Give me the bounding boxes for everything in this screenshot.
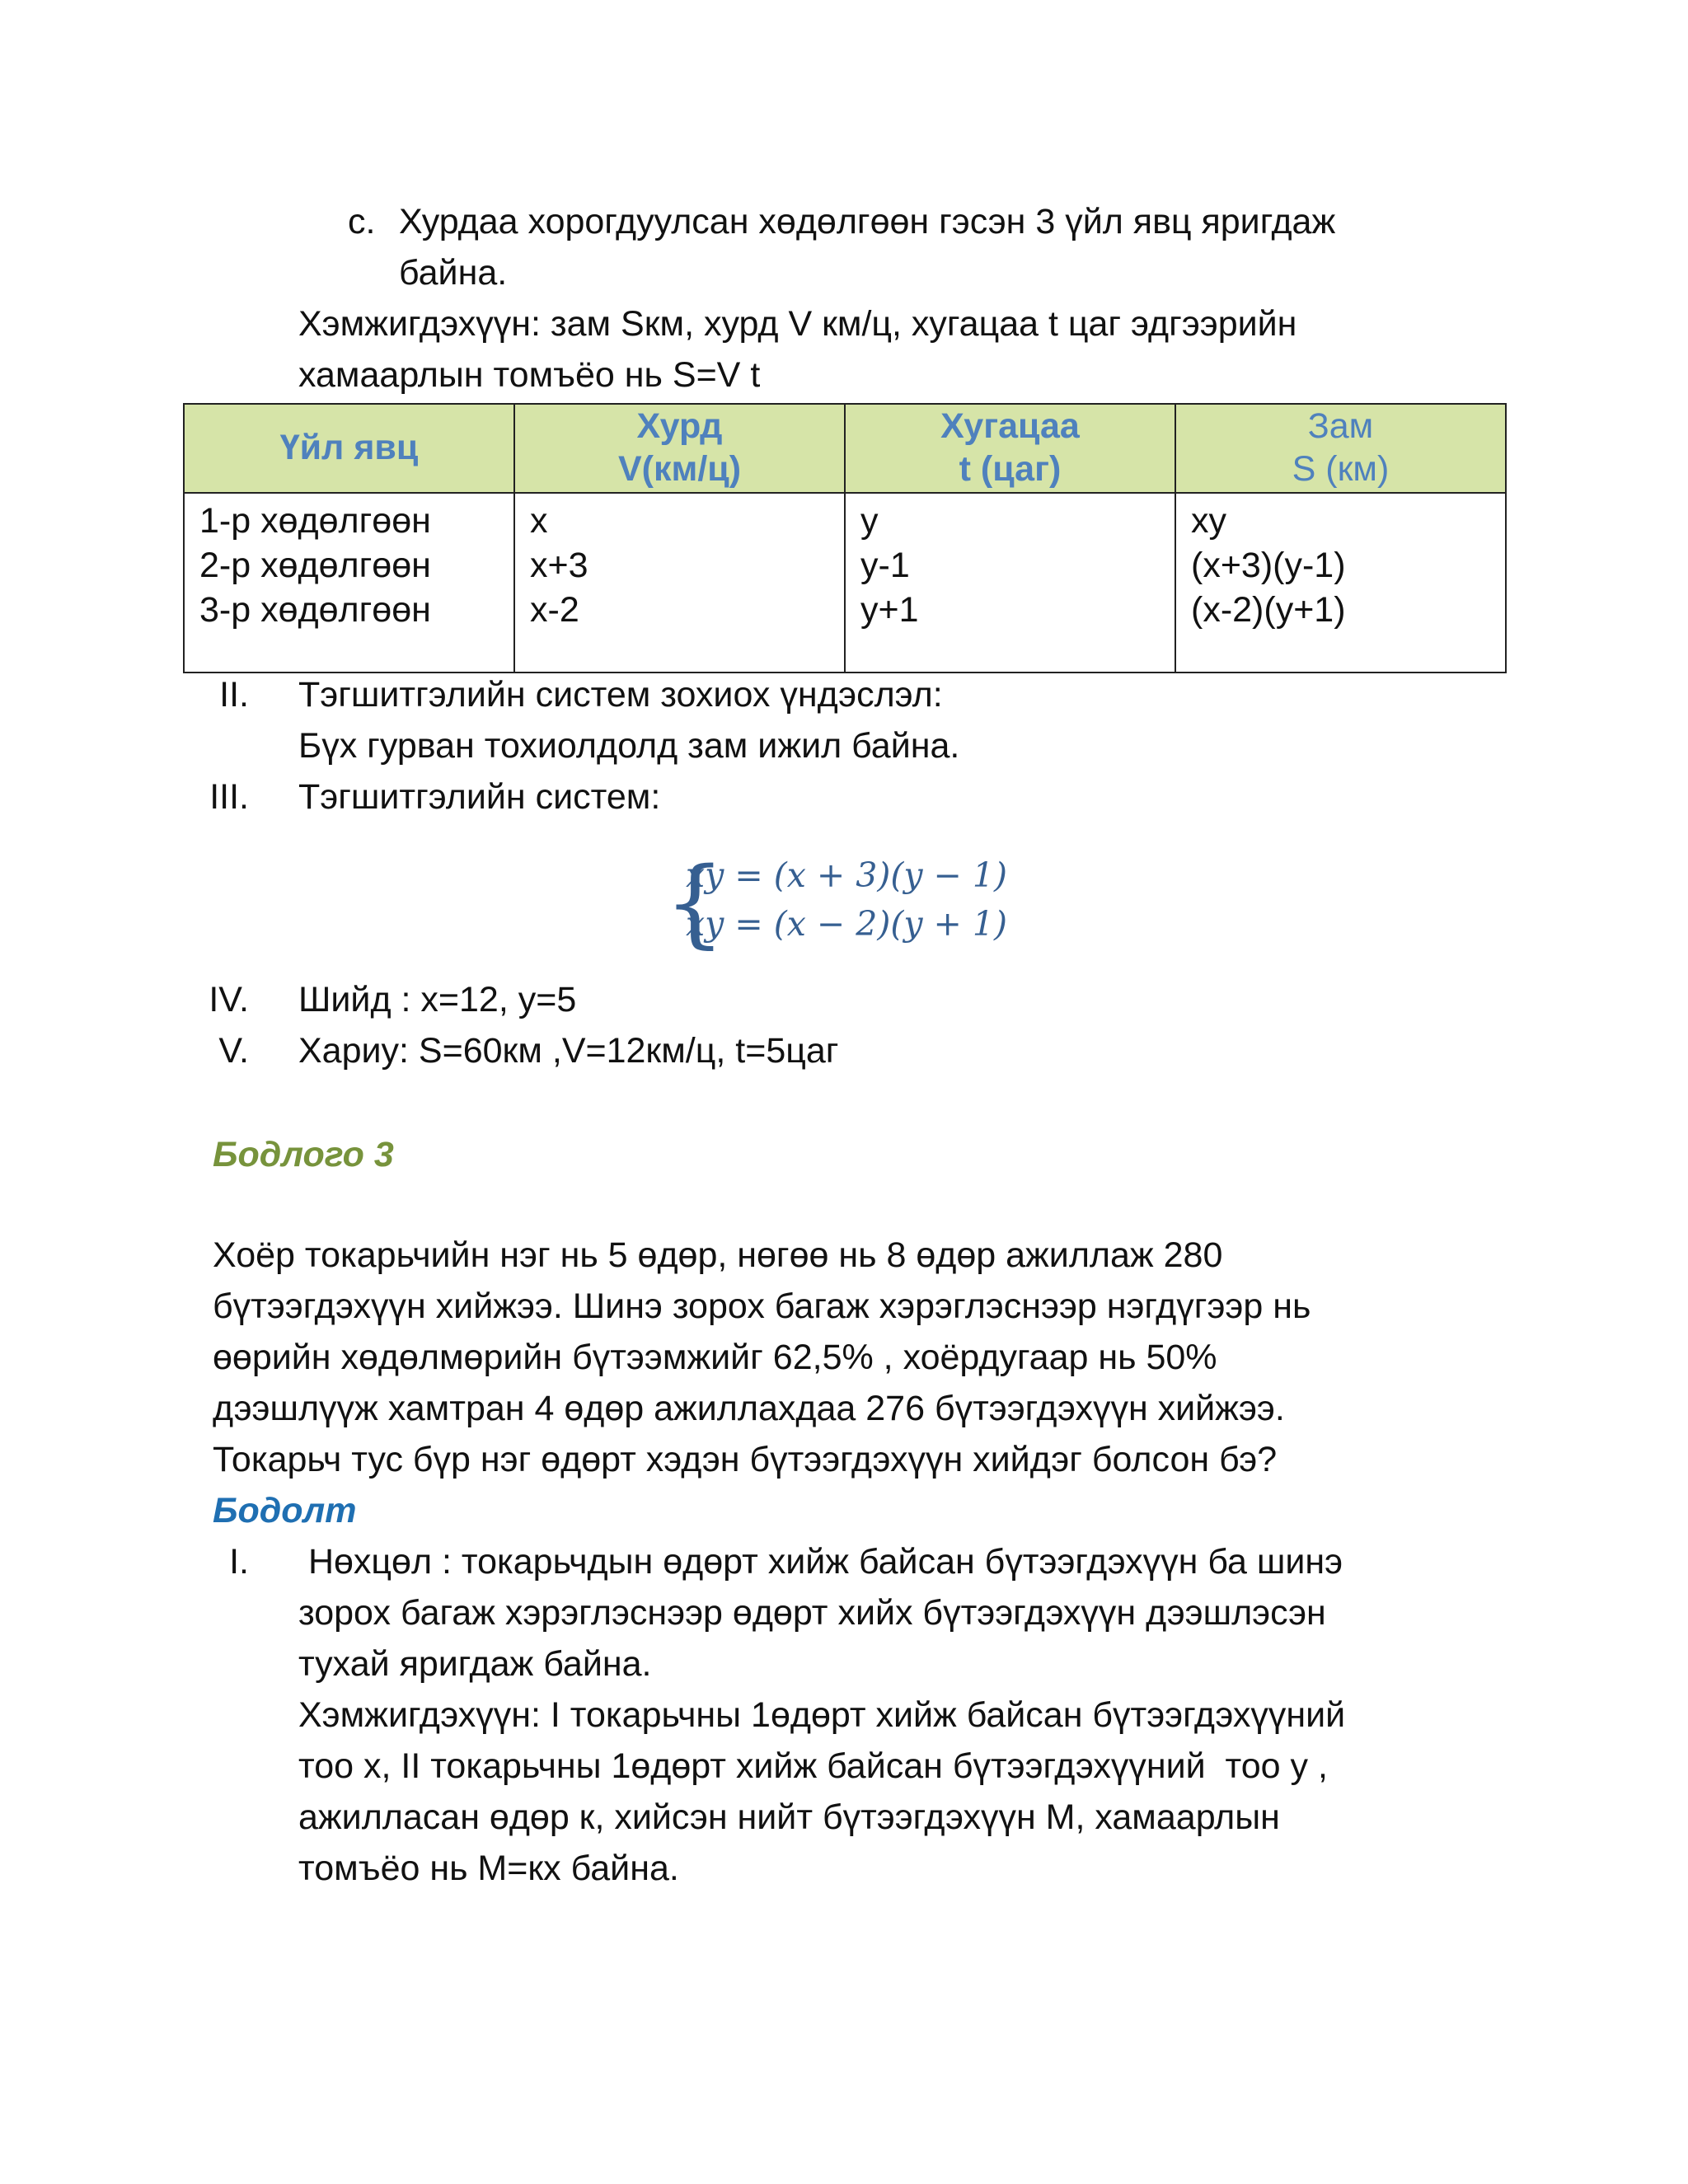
step-iii-text: Тэгшитгэлийн систем:: [298, 777, 661, 817]
cell-speed: x x+3 x-2: [514, 493, 845, 673]
quantities-line1: Хэмжигдэхүүн: зам Sкм, хурд V км/ц, хугацаа t цаг эдгээрийн: [298, 304, 1297, 344]
problem-3-text-line: бүтээгдэхүүн хийжээ. Шинэ зорох багаж хэрэглэснээр нэгдүгээр нь: [213, 1286, 1311, 1326]
step-iv-text: Шийд : x=12, y=5: [298, 980, 577, 1019]
step-i-text-line: зорох багаж хэрэглэснээр өдөрт хийх бүтээгдэхүүн дээшлэсэн: [298, 1593, 1326, 1633]
system-brace: {: [664, 847, 725, 958]
cell-time: y y-1 y+1: [845, 493, 1175, 673]
section-c-line2: байна.: [399, 253, 508, 293]
step-i-text-line: тухай яригдаж байна.: [298, 1644, 652, 1684]
step-i-marker: I.: [229, 1542, 249, 1582]
problem-3-text-line: өөрийн хөдөлмөрийн бүтээмжийг 62,5% , хоёрдугаар нь 50%: [213, 1338, 1217, 1377]
table-body-row: [184, 493, 1506, 673]
step-i-text-line: ажилласан өдөр к, хийсэн нийт бүтээгдэхүүн M, хамаарлын: [298, 1797, 1280, 1837]
step-v-marker: V.: [218, 1031, 249, 1071]
step-ii-text: Тэгшитгэлийн систем зохиох үндэслэл:: [298, 675, 943, 715]
solution-heading: Бодолт: [213, 1491, 357, 1530]
step-v-text: Хариу: S=60км ,V=12км/ц, t=5цаг: [298, 1031, 839, 1071]
header-time: Хугацаа t (цаг): [845, 404, 1175, 493]
table-header-row: [184, 404, 1506, 493]
step-ii-marker: II.: [219, 675, 249, 715]
step-iv-marker: IV.: [209, 980, 249, 1019]
motion-table: [183, 403, 1507, 673]
step-i-text-line: томъёо нь M=кx байна.: [298, 1849, 679, 1888]
step-i-text-line: Нөхцөл : токарьчдын өдөрт хийж байсан бүтээгдэхүүн ба шинэ: [298, 1542, 1343, 1582]
list-marker-c: c.: [348, 202, 376, 241]
step-ii-text2: Бүх гурван тохиолдолд зам ижил байна.: [298, 726, 960, 766]
problem-3-text-line: дээшлүүж хамтран 4 өдөр ажиллахдаа 276 бүтээгдэхүүн хийжээ.: [213, 1389, 1285, 1428]
header-speed: Хурд V(км/ц): [514, 404, 845, 493]
step-i-text-line: тоо x, II токарьчны 1өдөрт хийж байсан бүтээгдэхүүний тоо y ,: [298, 1746, 1328, 1786]
header-process: Үйл явц: [184, 404, 514, 493]
header-distance: Зам S (км): [1175, 404, 1506, 493]
cell-process: 1-р хөдөлгөөн 2-р хөдөлгөөн 3-р хөдөлгөөн: [184, 493, 514, 673]
problem-3-heading: Бодлого 3: [213, 1135, 394, 1174]
quantities-line2: хамаарлын томъёо нь S=V t: [298, 355, 761, 395]
problem-3-text-line: Хоёр токарьчийн нэг нь 5 өдөр, нөгөө нь 8 өдөр ажиллаж 280: [213, 1235, 1223, 1275]
step-iii-marker: III.: [209, 777, 249, 817]
section-c-line1: Хурдаа хорогдуулсан хөдөлгөөн гэсэн 3 үйл явц яригдаж: [399, 202, 1336, 241]
step-i-text-line: Хэмжигдэхүүн: I токарьчны 1өдөрт хийж байсан бүтээгдэхүүний: [298, 1695, 1346, 1735]
cell-distance: xy (x+3)(y-1) (x-2)(y+1): [1175, 493, 1506, 673]
equation-2: xy = (x − 2)(y + 1): [686, 904, 1007, 944]
equation-1: xy = (x + 3)(y − 1): [686, 855, 1007, 895]
problem-3-text-line: Токарьч тус бүр нэг өдөрт хэдэн бүтээгдэхүүн хийдэг болсон бэ?: [213, 1440, 1278, 1479]
